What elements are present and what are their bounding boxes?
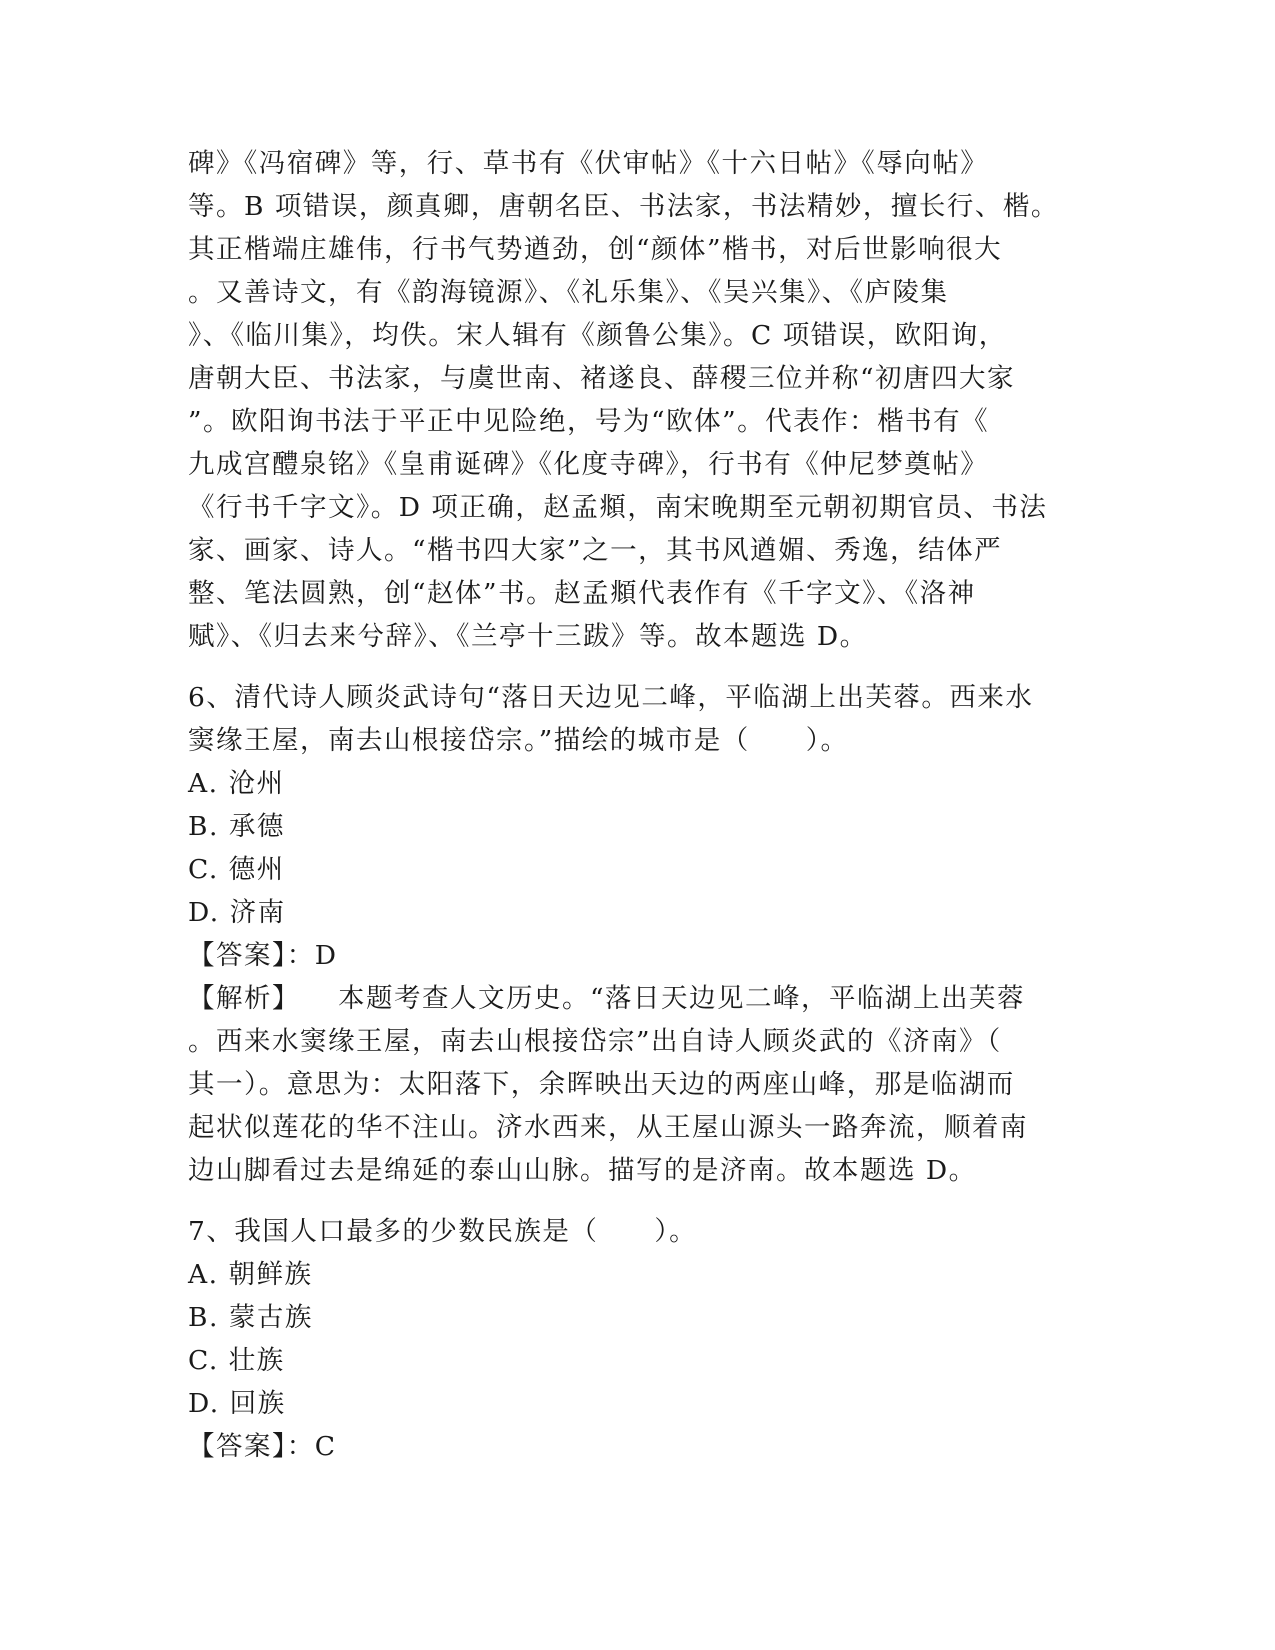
answer-value: D	[314, 940, 338, 971]
option-b: B. 承德	[188, 811, 285, 842]
answer-value: C	[314, 1431, 337, 1462]
analysis-text: 其一）。意思为：太阳落下，余晖映出天边的两座山峰，那是临湖而	[188, 1069, 1015, 1100]
analysis-text: 起状似莲花的华不注山。济水西来，从王屋山源头一路奔流，顺着南	[188, 1112, 1028, 1143]
text-line: 碑》《冯宿碑》等，行、草书有《伏审帖》《十六日帖》《辱向帖》	[188, 148, 989, 179]
text-line: 等。B 项错误，颜真卿，唐朝名臣、书法家，书法精妙，擅长行、楷。	[188, 191, 1059, 222]
text-line: ”。欧阳询书法于平正中见险绝，号为“欧体”。代表作：楷书有《	[188, 406, 990, 437]
question-7	[188, 1210, 1078, 1468]
document-body	[188, 142, 1078, 1468]
question-stem: 窦缘王屋，南去山根接岱宗。”描绘的城市是（ ）。	[188, 725, 849, 756]
text-line: 九成宫醴泉铭》《皇甫诞碑》《化度寺碑》，行书有《仲尼梦奠帖》	[188, 449, 989, 480]
answer-label: 【答案】：	[188, 940, 315, 971]
question-6	[188, 676, 1078, 1192]
spacer	[188, 1192, 1078, 1210]
question-stem: 7、我国人口最多的少数民族是（ ）。	[188, 1216, 698, 1247]
answer-line	[188, 1425, 1078, 1468]
text-line: 赋》、《归去来兮辞》、《兰亭十三跋》等。故本题选 D。	[188, 621, 868, 652]
text-line: 。又善诗文，有《韵海镜源》、《礼乐集》、《吴兴集》、《庐陵集	[188, 277, 949, 308]
analysis-label: 【解析】	[188, 983, 300, 1014]
previous-explanation	[188, 142, 1078, 658]
answer-label: 【答案】：	[188, 1431, 315, 1462]
analysis-line	[188, 977, 1078, 1020]
spacer	[188, 658, 1078, 676]
text-line: 《行书千字文》。D 项正确，赵孟頫，南宋晚期至元朝初期官员、书法	[188, 492, 1048, 523]
analysis-text: 边山脚看过去是绵延的泰山山脉。描写的是济南。故本题选 D。	[188, 1155, 977, 1186]
answer-line	[188, 934, 1078, 977]
analysis-text: 。西来水窦缘王屋，南去山根接岱宗”出自诗人顾炎武的《济南》（	[188, 1026, 1002, 1057]
option-d: D. 济南	[188, 897, 286, 928]
question-stem: 6、清代诗人顾炎武诗句“落日天边见二峰，平临湖上出芙蓉。西来水	[188, 682, 1034, 713]
text-line: 》、《临川集》，均佚。宋人辑有《颜鲁公集》。C 项错误，欧阳询，	[188, 320, 1007, 351]
text-line: 家、画家、诗人。“楷书四大家”之一，其书风遒媚、秀逸，结体严	[188, 535, 1003, 566]
option-a: A. 朝鲜族	[188, 1259, 313, 1290]
option-b: B. 蒙古族	[188, 1302, 313, 1333]
text-line: 整、笔法圆熟，创“赵体”书。赵孟頫代表作有《千字文》、《洛神	[188, 578, 976, 609]
option-c: C. 壮族	[188, 1345, 285, 1376]
option-c: C. 德州	[188, 854, 285, 885]
analysis-text: 本题考查人文历史。“落日天边见二峰，平临湖上出芙蓉	[338, 983, 1026, 1014]
text-line: 其正楷端庄雄伟，行书气势遒劲，创“颜体”楷书，对后世影响很大	[188, 234, 1003, 265]
option-d: D. 回族	[188, 1388, 286, 1419]
option-a: A. 沧州	[188, 768, 285, 799]
text-line: 唐朝大臣、书法家，与虞世南、褚遂良、薛稷三位并称“初唐四大家	[188, 363, 1016, 394]
